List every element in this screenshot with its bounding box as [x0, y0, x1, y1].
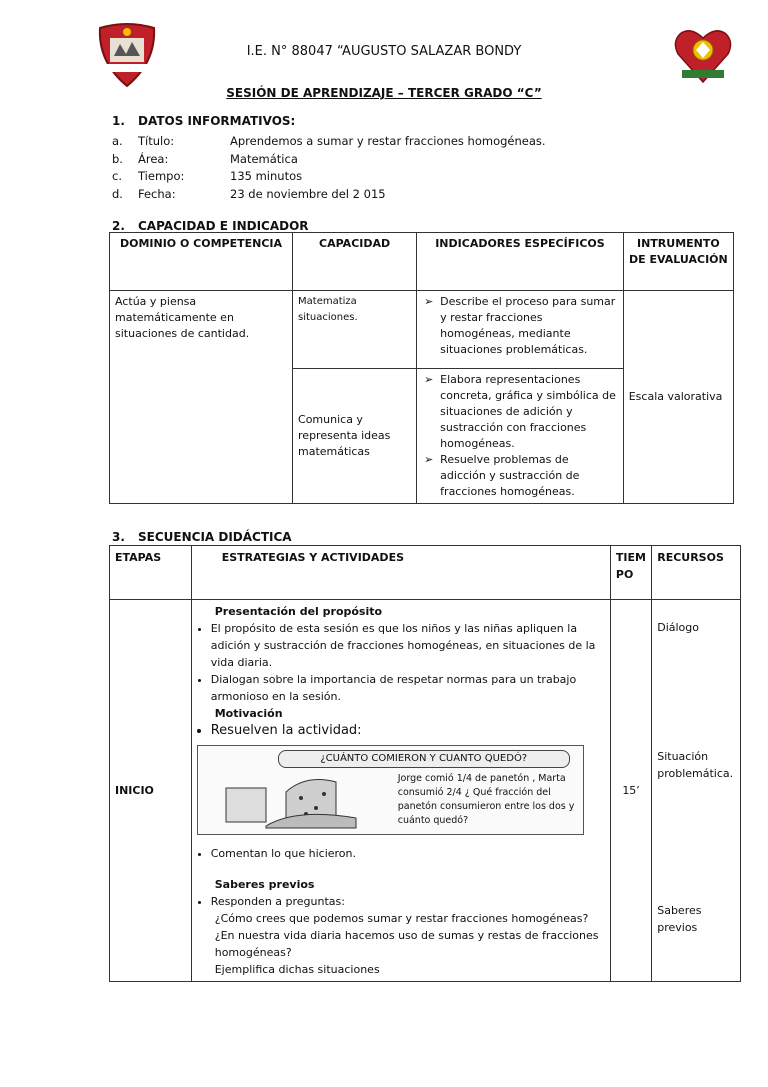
question-2: ¿En nuestra vida diaria hacemos uso de sumas y restas de fracciones homogéneas?	[214, 929, 599, 959]
panetone-problem-illustration	[197, 745, 584, 835]
presentacion-item: • Dialogan sobre la importancia de respetar normas para un trabajo armonioso en la sesión.	[211, 671, 605, 705]
etapa-inicio: INICIO	[110, 600, 192, 982]
question-3: Ejemplifica dichas situaciones	[214, 963, 380, 976]
question-1: ¿Cómo crees que podemos sumar y restar fracciones homogéneas?	[214, 912, 589, 925]
indicador-2b-item: ➢ Resuelve problemas de adicción y sustracción de fracciones homogéneas.	[440, 452, 618, 500]
info-letter: a.	[112, 134, 123, 148]
info-label: Tiempo:	[138, 169, 185, 183]
comentan-item: • Comentan lo que hicieron.	[211, 845, 605, 862]
motivacion-item: • Resuelven la actividad:	[211, 722, 605, 739]
capacidad-2-cell: Comunica y representa ideas matemáticas	[293, 369, 417, 504]
section-2-title: CAPACIDAD E INDICADOR	[138, 219, 309, 233]
section-3-title: SECUENCIA DIDÁCTICA	[138, 530, 292, 544]
indicador-1-cell	[417, 291, 624, 369]
info-value: 135 minutos	[230, 169, 303, 183]
header-tiempo: TIEMPO	[610, 546, 651, 600]
info-value: Aprendemos a sumar y restar fracciones homogéneas.	[230, 134, 546, 148]
info-value: 23 de noviembre del 2 015	[230, 187, 386, 201]
school-name: I.E. N° 88047 “AUGUSTO SALAZAR BONDY	[246, 44, 522, 59]
indicador-2a-item: ➢ Elabora representaciones concreta, gráfica y simbólica de situaciones de adición y sustracción con fracciones homogéneas.	[440, 372, 618, 452]
presentacion-title: Presentación del propósito	[214, 605, 383, 618]
instrumento-cell: Escala valorativa	[623, 291, 733, 504]
info-value: Matemática	[230, 152, 298, 166]
recurso-saberes: Saberes previos	[657, 904, 702, 934]
info-label: Título:	[138, 134, 175, 148]
section-1-title: DATOS INFORMATIVOS:	[138, 114, 296, 128]
indicador-2-cell	[417, 369, 624, 504]
section-2-number: 2.	[112, 219, 125, 233]
recurso-situacion: Situación problemática.	[657, 750, 734, 780]
saberes-title: Saberes previos	[214, 878, 315, 891]
header-capacidad: CAPACIDAD	[293, 233, 417, 291]
activities-cell	[191, 600, 610, 982]
saberes-item: • Responden a preguntas:	[211, 893, 605, 910]
info-letter: c.	[112, 169, 122, 183]
info-label: Fecha:	[138, 187, 176, 201]
recursos-cell	[652, 600, 741, 982]
header-indicadores: INDICADORES ESPECÍFICOS	[417, 233, 624, 291]
header-recursos: RECURSOS	[652, 546, 741, 600]
info-label: Área:	[138, 152, 169, 166]
presentacion-item: • El propósito de esta sesión es que los niños y las niñas apliquen la adición y sustracción de fracciones homogéneas, en situaciones de la vida diaria.	[211, 620, 605, 671]
capacity-indicator-table	[109, 232, 734, 504]
motivacion-title: Motivación	[214, 707, 283, 720]
capacidad-1-cell: Matematiza situaciones.	[293, 291, 417, 369]
didactic-sequence-table	[109, 545, 741, 982]
recurso-dialogo: Diálogo	[657, 621, 699, 634]
header-estrategias: ESTRATEGIAS Y ACTIVIDADES	[191, 546, 610, 600]
illustration-banner: ¿CUÁNTO COMIERON Y CUANTO QUEDÓ?	[278, 750, 570, 768]
header-instrumento: INTRUMENTO DE EVALUACIÓN	[623, 233, 733, 291]
section-1-number: 1.	[112, 114, 125, 128]
competencia-cell: Actúa y piensa matemáticamente en situaciones de cantidad.	[110, 291, 293, 504]
info-letter: b.	[112, 152, 123, 166]
indicador-1-item: ➢ Describe el proceso para sumar y restar fracciones homogéneas, mediante situaciones problemáticas.	[440, 294, 618, 358]
panetone-icon	[206, 768, 376, 830]
header-etapas: ETAPAS	[110, 546, 192, 600]
tiempo-cell: 15’	[610, 600, 651, 982]
section-3-number: 3.	[112, 530, 125, 544]
header-competencia: DOMINIO O COMPETENCIA	[110, 233, 293, 291]
session-title: SESIÓN DE APRENDIZAJE – TERCER GRADO “C”	[226, 86, 542, 100]
illustration-text: Jorge comió 1/4 de panetón , Marta consumió 2/4 ¿ Qué fracción del panetón consumieron entre los dos y cuánto quedó?	[397, 773, 575, 826]
info-letter: d.	[112, 187, 123, 201]
